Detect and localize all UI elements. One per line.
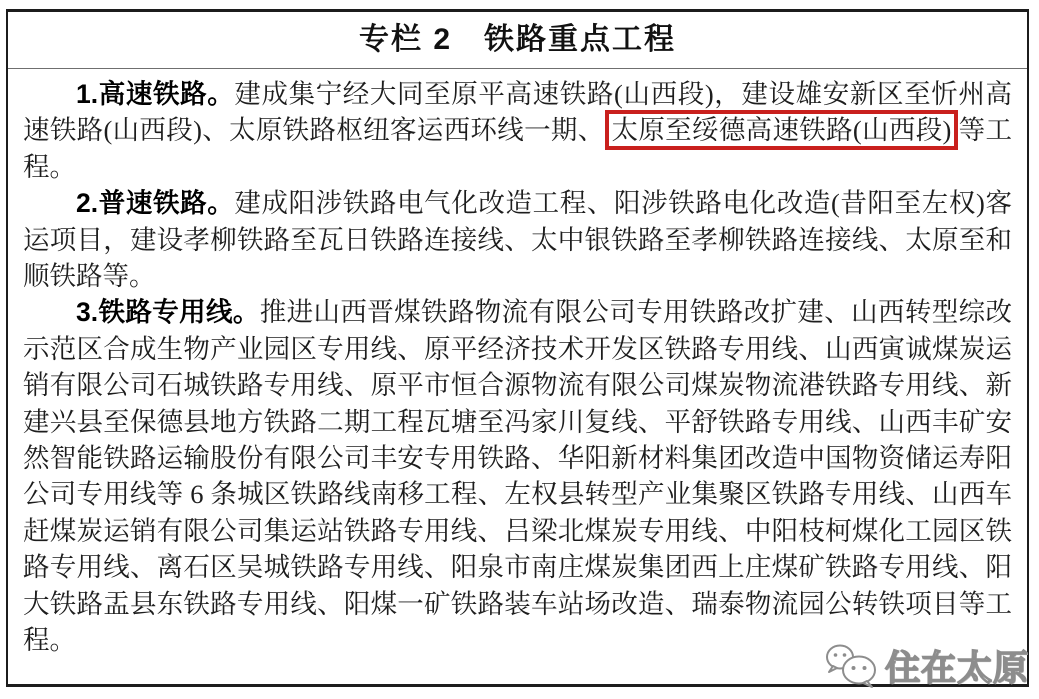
paragraph-lead: 2.普速铁路。 [76, 188, 235, 219]
column-title: 专栏 2 铁路重点工程 [8, 12, 1027, 69]
watermark-text: 住在太原 [884, 649, 1029, 688]
paragraph-lead: 1.高速铁路。 [76, 79, 235, 109]
column-body [8, 69, 1027, 659]
paragraph-2 [23, 185, 1012, 294]
paragraph-text: 建成阳涉铁路电气化改造工程、阳涉铁路电化改造(昔阳至左权)客运项目，建设孝柳铁路至瓦日铁路连接线、太中银铁路至孝柳铁路连接线、太原至和顺铁路等。 [23, 188, 1012, 292]
paragraph-text: 推进山西晋煤铁路物流有限公司专用铁路改扩建、山西转型综改示范区合成生物产业园区专用线、原平经济技术开发区铁路专用线、山西寅诚煤炭运销有限公司石城铁路专用线、原平市恒合源物流有限公司煤炭物流港铁路专用线、新建兴县至保德县地方铁路二期工程瓦塘至冯家川复线、平舒铁路专用线、山西丰矿安然智能铁路运输股份有限公司丰安专用铁路、华阳新材料集团改造中国物资储运寿阳公司专用线等 6 条城区铁路线南移工程、左权县转型产业集聚区铁路专用线、山西车赶煤炭运销有限公司集运站铁路专用线、吕梁北煤炭专用线、中阳枝柯煤化工园区铁路专用线、离石区吴城铁路专用线、阳泉市南庄煤炭集团西上庄煤矿铁路专用线、阳大铁路盂县东铁路专用线、阳煤一矿铁路装车站场改造、瑞泰物流园公转铁项目等工程。 [23, 297, 1013, 656]
paragraph-lead: 3.铁路专用线。 [76, 297, 260, 328]
highlighted-project: 太原至绥德高速铁路(山西段) [605, 110, 959, 150]
paragraph-text: 等工程。 [23, 115, 1013, 182]
column-box [6, 9, 1029, 687]
paragraph-3 [23, 294, 1012, 658]
paragraph-1 [23, 76, 1012, 185]
paragraph-text: 建成集宁经大同至原平高速铁路(山西段)，建设雄安新区至忻州高速铁路(山西段)、太原铁路枢纽客运西环线一期、 [23, 79, 1012, 146]
